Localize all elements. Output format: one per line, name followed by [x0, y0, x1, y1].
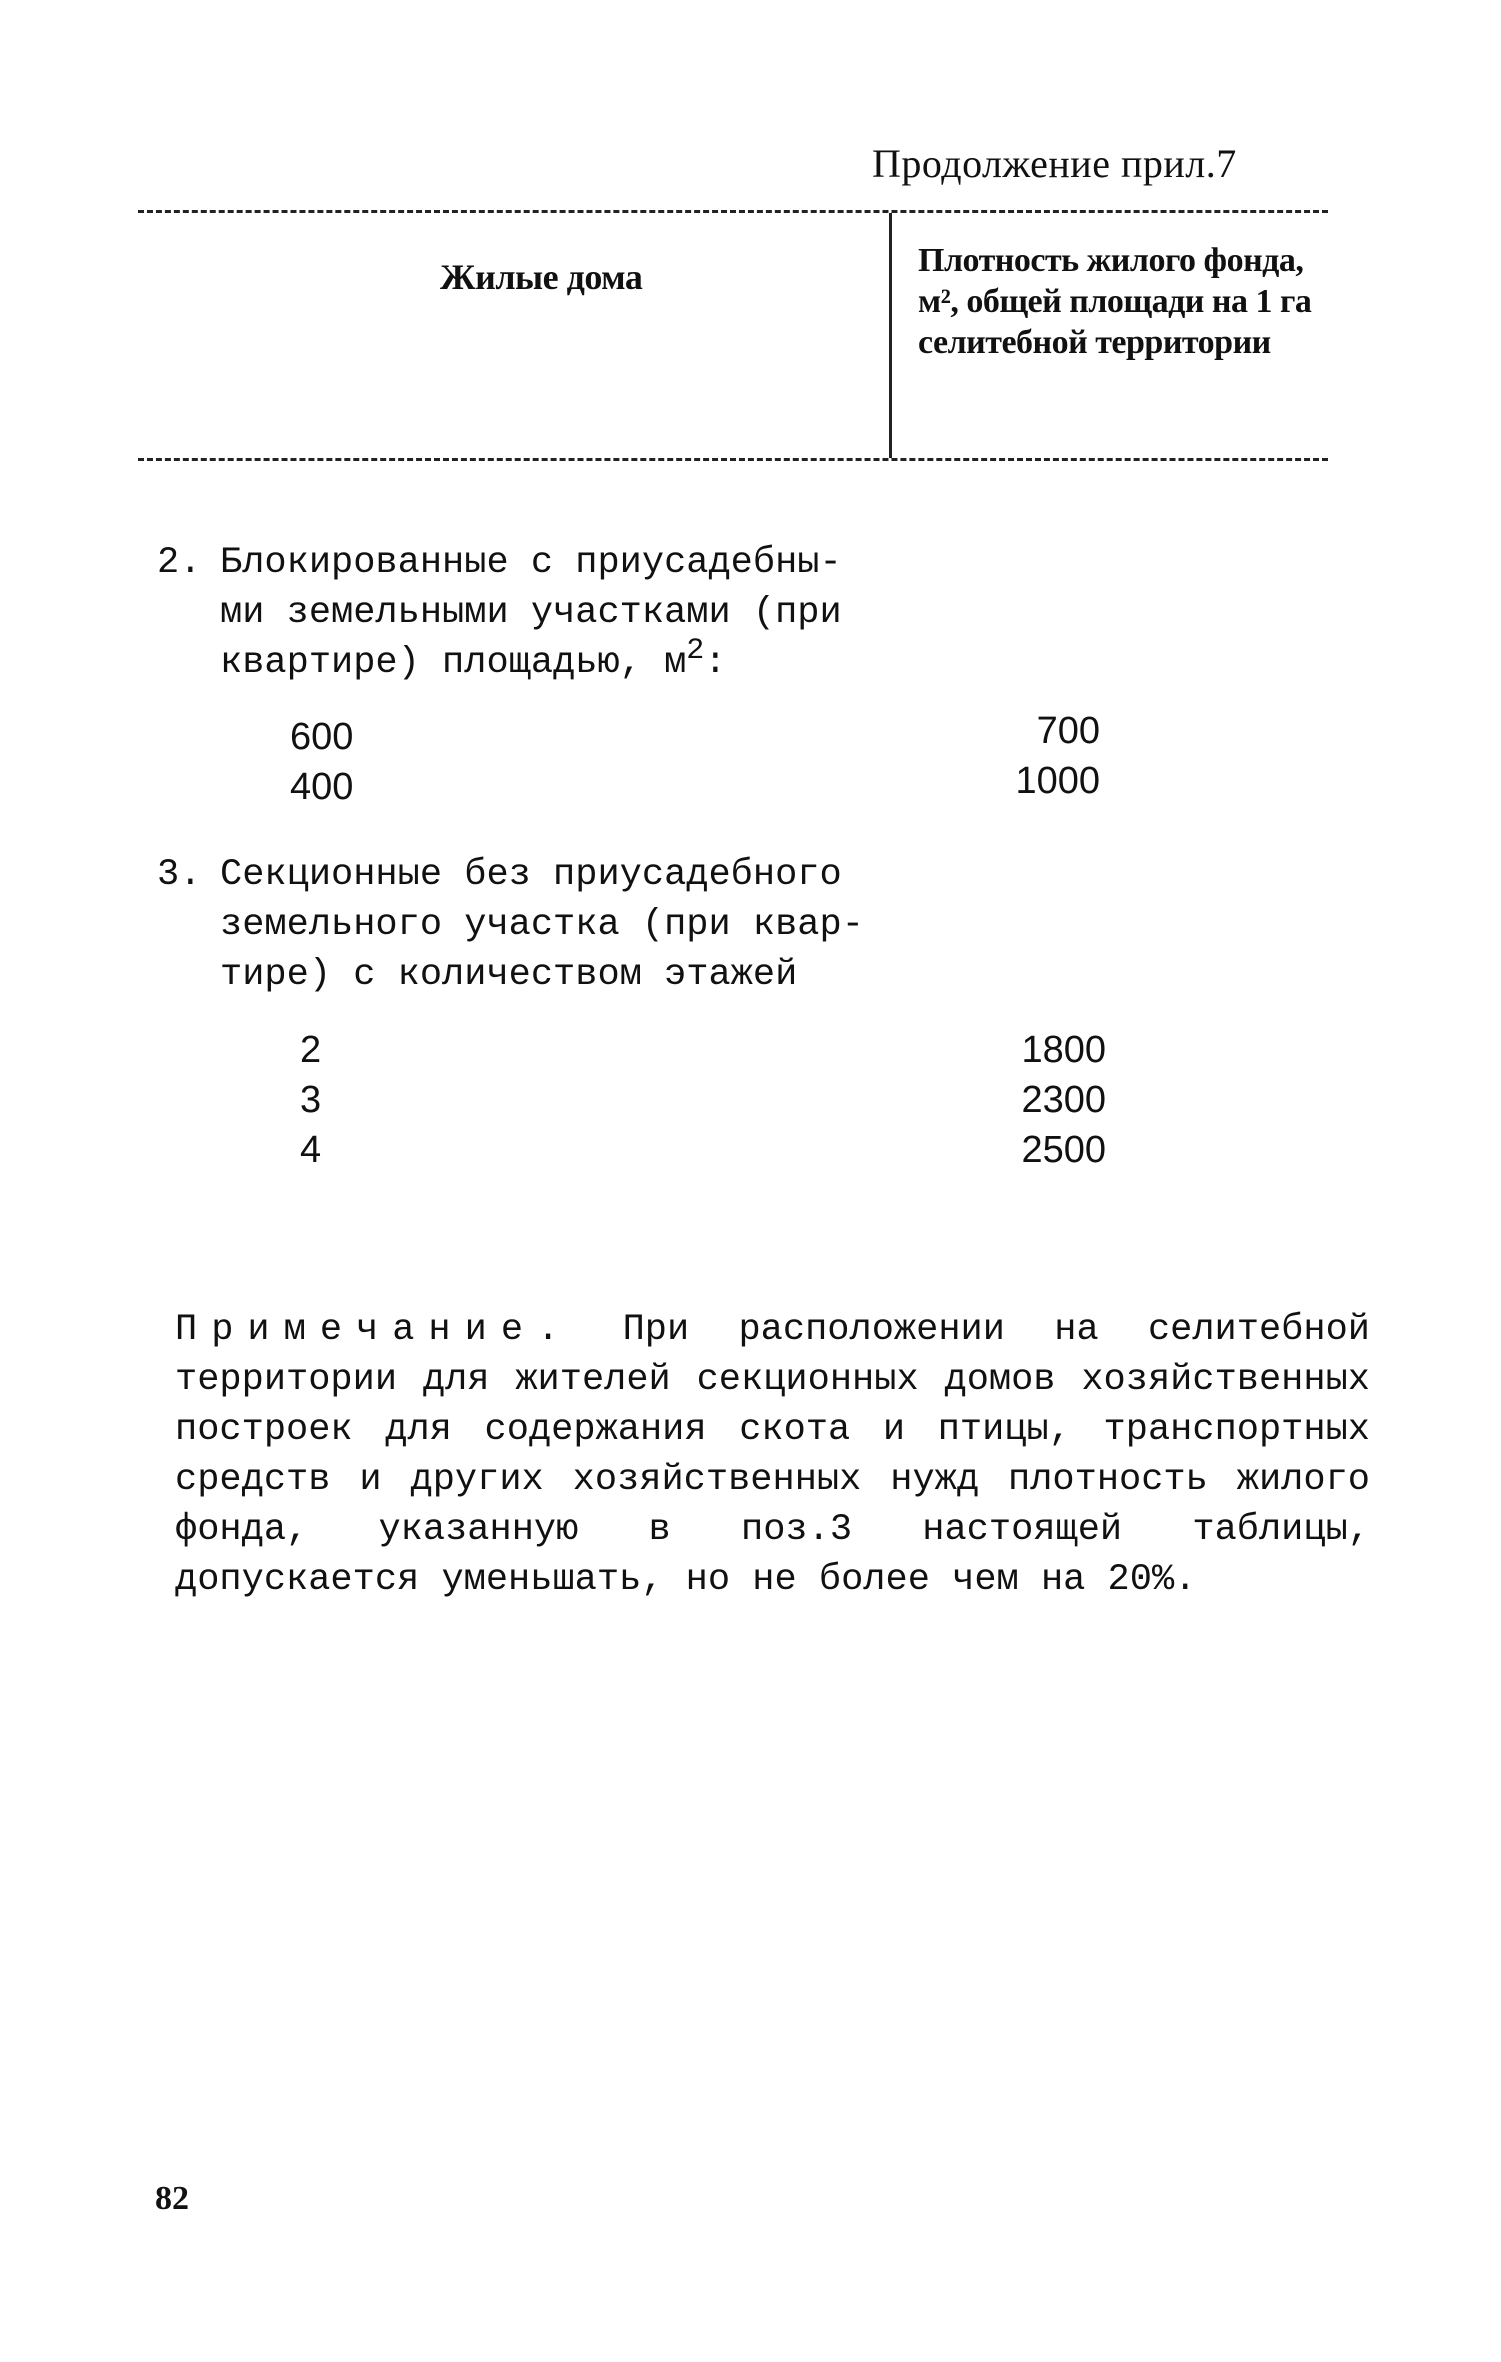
unit-tail: : [704, 642, 727, 684]
item-index: 3. [157, 854, 202, 896]
column-header-residential-houses: Жилые дома [440, 257, 643, 297]
item-title-line: Блокированные с приусадебны- [220, 542, 842, 584]
row-value: 2300 [1021, 1079, 1106, 1121]
note-lead: Примечание. [175, 1309, 574, 1351]
note-text: При расположении на селитебной территории для жителей секционных домов хозяйственных построек для содержания скота и птицы, транспортных средств и других хозяйственных нужд плотность жилого фонда, указанную в поз.3 настоящей таблицы, допускается уменьшать, но не более чем на 20%. [175, 1309, 1370, 1601]
page-number: 82 [155, 2180, 189, 2217]
row-key: 400 [290, 766, 354, 808]
row-value: 1000 [1015, 760, 1100, 802]
row-key: 2 [300, 1029, 322, 1071]
row-key: 4 [300, 1129, 322, 1171]
item-title-line: ми земельными участками (при [220, 592, 842, 634]
row-key: 3 [300, 1079, 322, 1121]
table-note [175, 1305, 1370, 1605]
item-title-line: Секционные без приусадебного [220, 854, 842, 896]
unit-superscript: 2 [686, 634, 705, 668]
row-value: 2500 [1021, 1129, 1106, 1171]
column-header-housing-density: Плотность жилого фонда, м², общей площади на 1 га селитебной территории [918, 242, 1312, 361]
row-value: 1800 [1021, 1029, 1106, 1071]
table-column-divider [889, 213, 892, 458]
item-title-line: земельного участка (при квар- [220, 904, 864, 946]
row-value: 700 [1036, 710, 1100, 752]
table-bottom-rule [138, 458, 1328, 461]
item-index: 2. [157, 542, 202, 584]
continuation-label: Продолжение прил.7 [872, 141, 1237, 186]
item-title-line: тире) с количеством этажей [220, 954, 798, 996]
item-title-line [220, 634, 727, 690]
item-title-text: квартире) площадью, м [220, 642, 687, 684]
row-key: 600 [290, 716, 354, 758]
table-top-rule [138, 210, 1328, 213]
